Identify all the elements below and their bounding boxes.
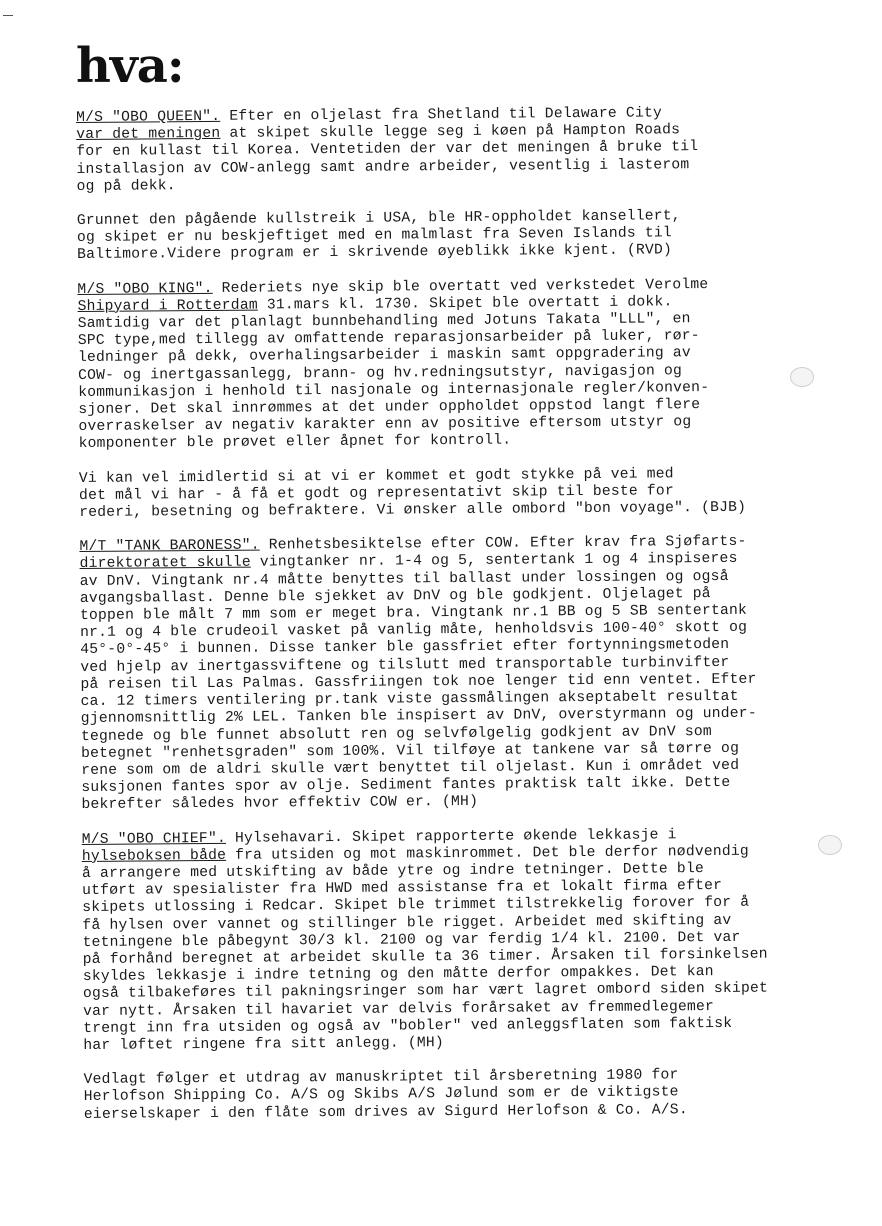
line-text: av DnV. Vingtank nr.4 måtte benyttes til ballast under lossingen og også bbox=[79, 568, 729, 590]
line-text: har løftet ringene fra sitt anlegg. (MH) bbox=[83, 1035, 444, 1054]
paragraph-obo-king-2 bbox=[79, 464, 879, 522]
line-text: ca. 12 timers ventilering pr.tank viste gassmålingen akseptabelt resultat bbox=[80, 688, 739, 711]
line-text: Renhetsbesiktelse efter COW. Efter krav fra Sjøfarts- bbox=[259, 534, 747, 554]
line-text: toppen ble målt 7 mm som er meget bra. Vingtank nr.1 BB og 5 SB sentertank bbox=[79, 602, 748, 625]
line-text: rederi, besetning og befraktere. Vi ønsker alle ombord "bon voyage". (BJB) bbox=[79, 499, 747, 522]
line-text: installasjon av COW-anlegg samt andre arbeider, vesentlig i lasterom bbox=[76, 156, 690, 178]
line-text: Efter en oljelast fra Shetland til Delaware City bbox=[220, 105, 663, 125]
line-text: at skipet skulle legge seg i køen på Hampton Roads bbox=[220, 122, 681, 143]
paragraph-vedlagt bbox=[84, 1066, 882, 1124]
line-text: gjennomsnittlig 2% LEL. Tanken ble inspisert av DnV, overstyrmann og under- bbox=[80, 705, 757, 728]
line-text: betegnet "renhetsgraden" som 100%. Vil tilføye at tankene var så tørre og bbox=[80, 740, 740, 762]
line-text: på forhånd beregnet at arbeidet skulle ta 36 timer. Årsaken til forsinkelsen bbox=[82, 946, 768, 968]
document-body bbox=[76, 104, 882, 1124]
line-text: Samtidig var det planlagt bunnbehandling med Jotuns Takata "LLL", en bbox=[77, 311, 691, 333]
line-text: avgangsballast. Denne ble sjekket av DnV og ble godkjent. Oljelaget på bbox=[79, 585, 711, 607]
paragraph-obo-king bbox=[77, 275, 878, 453]
underlined-heading-text: M/S "OBO KING". bbox=[77, 280, 213, 298]
line-text: Hylsehavari. Skipet rapporterte økende lekkasje i bbox=[225, 826, 677, 847]
line-text: på reisen til Las Palmas. Gassfriingen tok noe lenger tid enn ventet. Efter bbox=[80, 671, 757, 693]
line-text: også tilbakeføres til pakningsringer som har vært lagret ombord siden skipet bbox=[82, 980, 769, 1003]
line-text: Vedlagt følger et utdrag av manuskriptet til årsberetning 1980 for bbox=[83, 1067, 679, 1089]
paragraph-tank-baroness bbox=[79, 533, 881, 815]
line-text: eierselskaper i den flåte som drives av Sigurd Herlofson & Co. A/S. bbox=[83, 1101, 688, 1123]
line-text: sjoner. Det skal innrømmes at det under oppholdet oppstod langt flere bbox=[78, 397, 701, 419]
line-text: tegnede og ble funnet absolutt ren og selvfølgelig godkjent av DnV som bbox=[80, 723, 712, 745]
underlined-heading-text: hylseboksen både bbox=[81, 847, 227, 865]
line-text: rene som om de aldri skulle vært benyttet til oljelast. Kun i området ved bbox=[81, 757, 740, 779]
line-text: trengt inn fra utsiden og også av "bobler" ved anleggsflaten som faktisk bbox=[83, 1015, 733, 1037]
line-text: ledninger på dekk, overhalingsarbeider i maskin samt oppgradering av bbox=[77, 345, 691, 367]
line-text: og på dekk. bbox=[76, 178, 176, 195]
line-text: SPC type,med tillegg av omfattende reparasjonsarbeider på luker, rør- bbox=[77, 328, 700, 350]
line-text: Herlofson Shipping Co. A/S og Skibs A/S Jølund som er de viktigste bbox=[83, 1084, 679, 1106]
paragraph-obo-queen-2 bbox=[77, 207, 877, 265]
line-text: det mål vi har - å få et godt og representativt skip til beste for bbox=[78, 483, 674, 504]
line-text: Rederiets nye skip ble overtatt ved verkstedet Verolme bbox=[212, 276, 709, 297]
paragraph-obo-chief bbox=[82, 825, 882, 1055]
line-text: bekrefter således hvor effektiv COW er. (MH) bbox=[81, 794, 479, 814]
line-text: 45°-0°-45° i bunnen. Disse tanker ble gassfriet efter fortynningsmetoden bbox=[80, 637, 730, 659]
line-text: og skipet er nu beskjeftiget med en malmlast fra Seven Islands til bbox=[76, 225, 672, 247]
line-text: tetningene ble påbegynt 30/3 kl. 2100 og var ferdig 1/4 kl. 2100. Det var bbox=[82, 929, 741, 951]
punch-hole-mark bbox=[790, 367, 814, 387]
line-text: var nytt. Årsaken til havariet var delvis forårsaket av fremmedlegemer bbox=[83, 998, 715, 1020]
line-text: skyldes lekkasje i indre tetning og den måtte derfor ompakkes. Det kan bbox=[82, 964, 714, 986]
line-text: Vi kan vel imidlertid si at vi er kommet et godt stykke på vei med bbox=[78, 465, 674, 487]
line-text: COW- og inertgassanlegg, brann- og hv.redningsutstyr, navigasjon og bbox=[78, 362, 683, 384]
margin-mark bbox=[3, 15, 13, 16]
line-text: komponenter ble prøvet eller åpnet for kontroll. bbox=[78, 433, 512, 453]
underlined-heading-text: M/S "OBO CHIEF". bbox=[81, 830, 227, 848]
underlined-heading-text: var det meningen bbox=[76, 126, 221, 144]
page-heading: hva: bbox=[76, 38, 184, 94]
underlined-heading-text: Shipyard i Rotterdam bbox=[77, 297, 258, 315]
line-text: overraskelser av negativ karakter enn av positive eftersom utstyr og bbox=[78, 414, 692, 436]
line-text: nr.1 og 4 ble crudeoil vasket på vanlig måte, henholdsvis 100-40° skott og bbox=[80, 620, 748, 642]
line-text: 31.mars kl. 1730. Skipet ble overtatt i dokk. bbox=[257, 294, 673, 314]
line-text: få hylsen over vannet og stillinger ble rigget. Arbeidet med skifting av bbox=[82, 912, 732, 934]
underlined-heading-text: M/S "OBO QUEEN". bbox=[76, 108, 221, 126]
line-text: for en kullast til Korea. Ventetiden der var det meningen å bruke til bbox=[76, 139, 699, 161]
paragraph-obo-queen bbox=[76, 104, 877, 196]
underlined-heading-text: direktoratet skulle bbox=[79, 555, 251, 573]
line-text: kommunikasjon i henhold til nasjonale og internasjonale regler/konven- bbox=[78, 379, 710, 401]
line-text: å arrangere med utskifting av både ytre og indre tetninger. Dette ble bbox=[81, 861, 705, 882]
line-text: fra utsiden og mot maskinrommet. Det ble derfor nødvendig bbox=[226, 843, 749, 864]
line-text: suksjonen fantes spor av olje. Sediment fantes praktisk talt ikke. Dette bbox=[81, 774, 731, 797]
line-text: ved hjelp av inertgassviftene og tilslutt med transportable turbinvifter bbox=[80, 654, 730, 676]
line-text: utført av spesialister fra HWD med assistanse fra et lokalt firma efter bbox=[82, 878, 723, 900]
line-text: Baltimore.Videre program er i skrivende øyeblikk ikke kjent. (RVD) bbox=[77, 242, 673, 264]
punch-hole-mark bbox=[818, 835, 842, 855]
line-text: vingtanker nr. 1-4 og 5, sentertank 1 og 4 inspiseres bbox=[250, 551, 738, 572]
underlined-heading-text: M/T "TANK BARONESS". bbox=[79, 537, 260, 556]
line-text: Grunnet den pågående kullstreik i USA, ble HR-oppholdet kansellert, bbox=[76, 208, 681, 230]
line-text: skipets utlossing i Redcar. Skipet ble trimmet tilstrekkelig forover for å bbox=[82, 895, 750, 917]
